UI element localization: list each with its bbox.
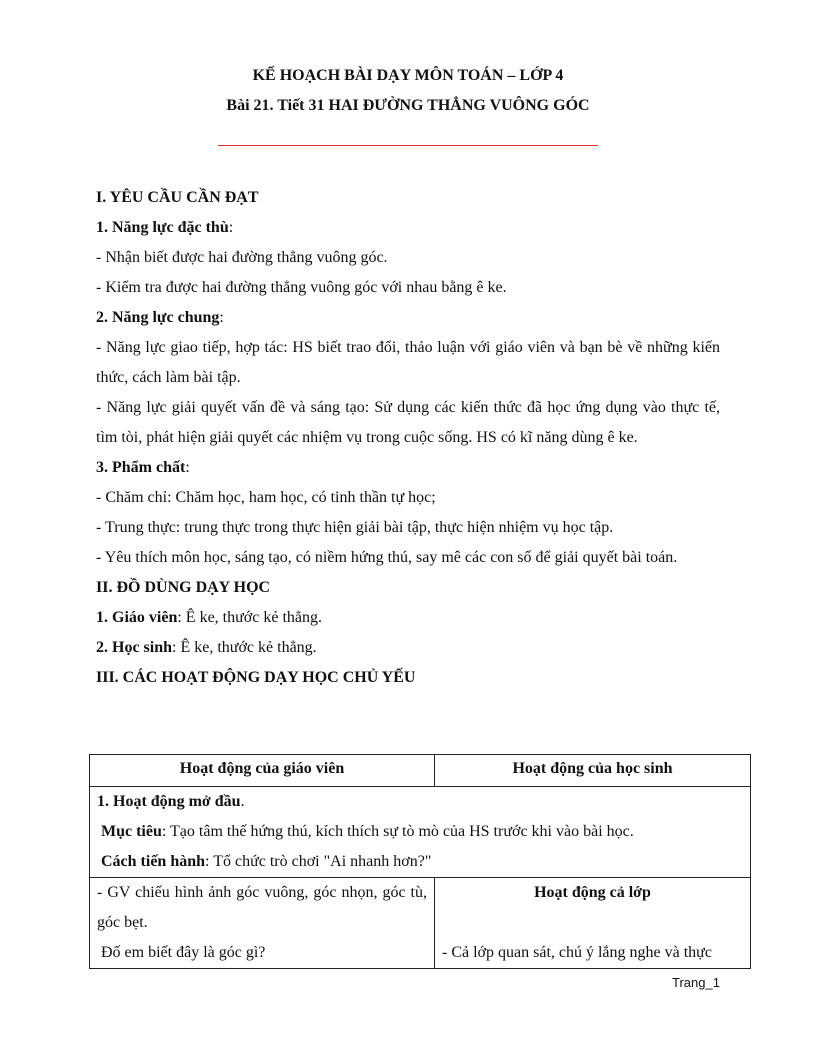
table-row <box>90 787 751 878</box>
student-line <box>96 633 720 663</box>
page-number: Trang_1 <box>672 975 720 990</box>
table-header-row <box>90 755 751 787</box>
student-column-header: Hoạt động của học sinh <box>435 755 751 787</box>
teacher-text: : Ê ke, thước kẻ thẳng. <box>177 609 322 626</box>
method-line <box>97 847 743 877</box>
student-label: 2. Học sinh <box>96 639 173 656</box>
section3-heading: III. CÁC HOẠT ĐỘNG DẠY HỌC CHỦ YẾU <box>96 669 416 686</box>
hs-spacer <box>442 908 743 938</box>
teacher-activity-cell <box>90 878 435 969</box>
sub1-item: - Nhận biết được hai đường thẳng vuông góc. <box>96 249 388 266</box>
gv-question: Đố em biết đây là góc gì? <box>97 944 266 961</box>
teacher-column-header: Hoạt động của giáo viên <box>90 755 435 787</box>
goal-label: Mục tiêu <box>101 823 162 840</box>
sub3-item: - Yêu thích môn học, sáng tạo, có niềm hứng thú, say mê các con số để giải quyết bài toán. <box>96 549 678 566</box>
sub1-label: 1. Năng lực đặc thù <box>96 219 229 236</box>
method-text: : Tổ chức trò chơi "Ai nhanh hơn?" <box>205 853 432 870</box>
student-activity-cell <box>435 878 751 969</box>
teacher-label: 1. Giáo viên <box>96 609 178 626</box>
activity-intro-cell <box>90 787 751 878</box>
sub2-item: - Năng lực giao tiếp, hợp tác: HS biết trao đổi, thảo luận với giáo viên và bạn bè về những kiến thức, cách làm bài tập. <box>96 339 720 386</box>
method-label: Cách tiến hành <box>101 853 206 870</box>
sub1-line: 1. Năng lực đặc thù: <box>96 219 234 236</box>
hs-line: - Cả lớp quan sát, chú ý lắng nghe và thực <box>442 944 712 961</box>
student-text: : Ê ke, thước kẻ thẳng. <box>172 639 317 656</box>
teacher-line <box>96 603 720 633</box>
document-title: KẾ HOẠCH BÀI DẠY MÔN TOÁN – LỚP 4 <box>252 67 564 84</box>
hs-activity-title: Hoạt động cả lớp <box>534 884 651 901</box>
sub1-item: - Kiểm tra được hai đường thẳng vuông góc với nhau bằng ê ke. <box>96 279 507 296</box>
goal-line <box>97 817 743 847</box>
activity-title-line: 1. Hoạt động mở đầu. <box>97 793 245 810</box>
document-body <box>96 183 720 693</box>
sub2-item: - Năng lực giải quyết vấn đề và sáng tạo: Sử dụng các kiến thức đã học ứng dụng vào thực tế, tìm tòi, phát hiện giải quyết các nhiệm vụ trong cuộc sống. HS có kĩ năng dùng ê ke. <box>96 399 720 446</box>
sub3-item: - Chăm chỉ: Chăm học, ham học, có tinh thần tự học; <box>96 489 436 506</box>
section1-heading: I. YÊU CẦU CẦN ĐẠT <box>96 189 259 206</box>
lesson-title: Bài 21. Tiết 31 HAI ĐƯỜNG THẲNG VUÔNG GÓC <box>226 97 590 114</box>
sub3-label: 3. Phẩm chất <box>96 459 186 476</box>
gv-line: - GV chiếu hình ảnh góc vuông, góc nhọn, góc tù, góc bẹt. <box>97 884 427 931</box>
table-row <box>90 878 751 969</box>
activity-title: 1. Hoạt động mở đầu <box>97 793 241 810</box>
activity-table <box>89 754 751 969</box>
sub3-item: - Trung thực: trung thực trong thực hiện giải bài tập, thực hiện nhiệm vụ học tập. <box>96 519 614 536</box>
goal-text: : Tạo tâm thế hứng thú, kích thích sự tò mò của HS trước khi vào bài học. <box>161 823 634 840</box>
title-divider <box>218 145 598 146</box>
sub3-line: 3. Phẩm chất: <box>96 459 190 476</box>
sub2-label: 2. Năng lực chung <box>96 309 220 326</box>
section2-heading: II. ĐỒ DÙNG DẠY HỌC <box>96 579 271 596</box>
sub2-line: 2. Năng lực chung: <box>96 309 224 326</box>
